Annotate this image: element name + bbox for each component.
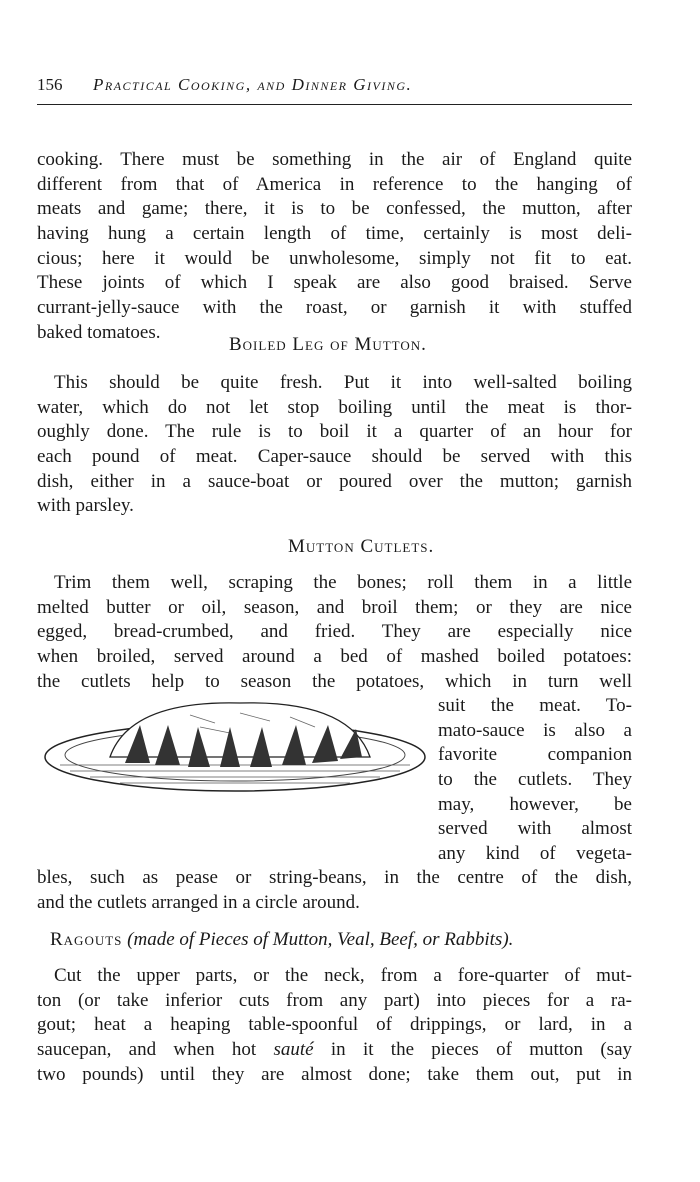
italic-text: sauté <box>273 1039 314 1061</box>
header-rule <box>37 104 632 105</box>
heading-ragouts-subtitle: (made of Pieces of Mutton, Veal, Beef, or Rabbits). <box>127 929 514 950</box>
text-line: may, however, be <box>438 793 632 815</box>
text-segment: saucepan, and when hot <box>37 1039 274 1061</box>
text-line: the cutlets help to season the potatoes, which in turn well <box>37 670 632 692</box>
text-line: Cut the upper parts, or the neck, from a fore-quarter of mut- <box>54 965 632 986</box>
text-segment: in it the pieces of mutton (say <box>313 1039 632 1061</box>
text-line: egged, bread-crumbed, and fried. They are especially nice <box>37 621 632 643</box>
paragraph-intro <box>37 148 632 346</box>
text-line: ton (or take inferior cuts from any part) into pieces for a ra- <box>37 989 632 1011</box>
text-line: suit the meat. To- <box>438 695 632 716</box>
mutton-cutlets-dish-engraving-icon <box>40 695 430 795</box>
text-line: baked tomatoes. <box>37 321 161 343</box>
paragraph-cutlets <box>37 571 632 694</box>
text-line: water, which do not let stop boiling until the meat is thor- <box>37 396 632 418</box>
text-line: served with almost <box>438 818 632 840</box>
text-line: melted butter or oil, season, and broil them; or they are nice <box>37 596 632 618</box>
text-line: currant-jelly-sauce with the roast, or garnish it with stuffed <box>37 297 632 319</box>
text-line: different from that of America in reference to the hanging of <box>37 173 632 195</box>
text-line: cious; here it would be unwholesome, simply not fit to eat. <box>37 247 632 269</box>
text-line: mato-sauce is also a <box>438 719 632 741</box>
paragraph-cutlets-end <box>37 866 632 915</box>
paragraph-boiled-leg <box>37 371 632 519</box>
paragraph-ragouts <box>37 964 632 1087</box>
text-line: These joints of which I speak are also good braised. Serve <box>37 272 632 294</box>
running-header <box>37 75 632 99</box>
text-line: oughly done. The rule is to boil it a quarter of an hour for <box>37 421 632 443</box>
text-line: This should be quite fresh. Put it into well-salted boiling <box>54 372 632 393</box>
heading-ragouts <box>50 929 513 951</box>
running-title: Practical Cooking, and Dinner Giving. <box>93 75 413 94</box>
text-line: when broiled, served around a bed of mashed boiled potatoes: <box>37 646 632 668</box>
text-line: to the cutlets. They <box>438 769 632 791</box>
heading-boiled-leg-of-mutton: Boiled Leg of Mutton. <box>229 334 427 355</box>
text-line: meats and game; there, it is to be confessed, the mutton, after <box>37 198 632 220</box>
text-line: and the cutlets arranged in a circle around. <box>37 891 360 913</box>
paragraph-cutlets-wrap <box>438 694 632 867</box>
text-line: two pounds) until they are almost done; take them out, put in <box>37 1063 632 1085</box>
text-line: cooking. There must be something in the air of England quite <box>37 149 632 170</box>
text-line: with parsley. <box>37 495 134 517</box>
page-number: 156 <box>37 75 63 94</box>
text-line: having hung a certain length of time, certainly is most deli- <box>37 223 632 245</box>
heading-ragouts-title: Ragouts <box>50 929 123 950</box>
text-line: each pound of meat. Caper-sauce should be served with this <box>37 446 632 468</box>
text-line: gout; heat a heaping table-spoonful of drippings, or lard, in a <box>37 1014 632 1036</box>
text-line: dish, either in a sauce-boat or poured over the mutton; garnish <box>37 470 632 492</box>
text-line <box>37 1038 632 1063</box>
heading-mutton-cutlets: Mutton Cutlets. <box>288 536 435 557</box>
text-line: bles, such as pease or string-beans, in the centre of the dish, <box>37 867 632 888</box>
text-line: any kind of vegeta- <box>438 843 632 865</box>
text-line: favorite companion <box>438 744 632 766</box>
text-line: Trim them well, scraping the bones; roll them in a little <box>54 572 632 593</box>
